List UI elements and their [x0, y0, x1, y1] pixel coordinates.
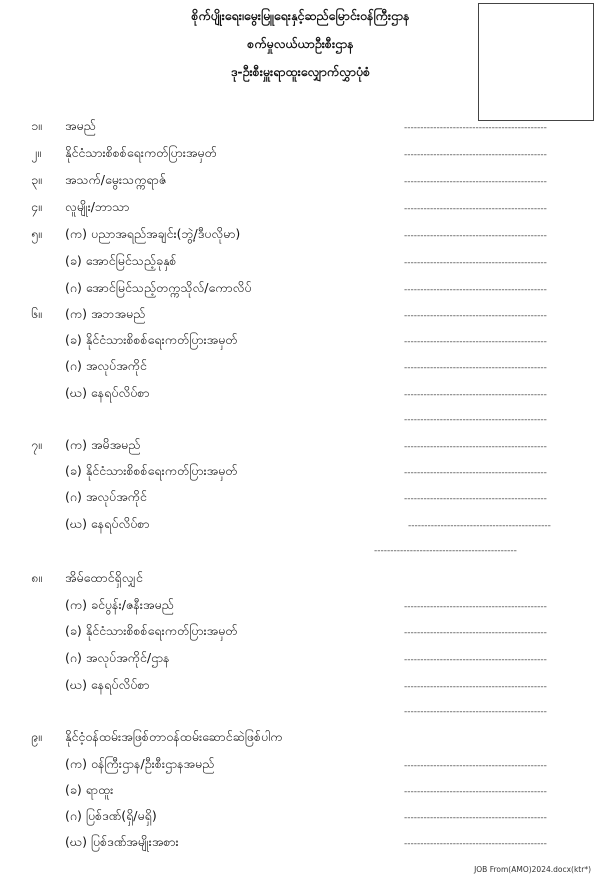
item-label: (ခ) အောင်မြင်သည့်ခုနှစ်: [65, 253, 177, 268]
item-label: (က) ခင်ပွန်း/ဇနီးအမည်: [65, 597, 174, 612]
form-row: [0, 437, 601, 457]
extra-fill-row: [0, 410, 601, 430]
form-row: [0, 834, 601, 854]
fill-line[interactable]: --------------------------------------------: [404, 761, 547, 771]
fill-line[interactable]: --------------------------------------------: [408, 521, 551, 531]
form-row: [0, 280, 601, 300]
ministry-title: စိုက်ပျိုးရေး၊မွေးမြူရေးနှင့်ဆည်မြောင်းဝန်ကြီးဌာန: [191, 8, 410, 23]
item-number: ၆။: [31, 306, 42, 321]
form-row: [0, 172, 601, 192]
fill-line[interactable]: --------------------------------------------: [404, 123, 547, 133]
form-row: [0, 463, 601, 483]
item-label: နိုင်ငံသားစိစစ်ရေးကတ်ပြားအမှတ်: [65, 145, 217, 160]
item-number: ၈။: [31, 570, 42, 585]
fill-line[interactable]: --------------------------------------------: [404, 258, 547, 268]
fill-line[interactable]: --------------------------------------------: [404, 813, 547, 823]
item-label: (ဂ) အောင်မြင်သည့်တက္ကသိုလ်/ကောလိပ်: [65, 280, 252, 295]
fill-line[interactable]: --------------------------------------------: [404, 337, 547, 347]
form-row: [0, 597, 601, 617]
extra-fill-row: [0, 541, 601, 561]
form-row: [0, 118, 601, 138]
item-number: ၉။: [31, 729, 42, 744]
form-row: [0, 145, 601, 165]
item-label: အသက်/မွေးသက္ကရာဇ်: [65, 172, 167, 187]
item-label: (ခ) နိုင်ငံသားစိစစ်ရေးကတ်ပြားအမှတ်: [65, 332, 238, 347]
form-row: [0, 729, 601, 749]
item-label: (ဂ) အလုပ်အကိုင်: [65, 489, 147, 504]
item-number: ၁။: [31, 118, 42, 133]
form-row: [0, 782, 601, 802]
item-label: (ခ) နိုင်ငံသားစိစစ်ရေးကတ်ပြားအမှတ်: [65, 623, 238, 638]
fill-line[interactable]: --------------------------------------------: [404, 311, 547, 321]
item-label: (ဂ) ပြစ်ဒဏ်(ရှိ/မရှိ): [65, 808, 157, 823]
fill-line[interactable]: --------------------------------------------: [404, 494, 547, 504]
form-row: [0, 332, 601, 352]
item-label: (ဃ) နေရပ်လိပ်စာ: [65, 516, 150, 531]
fill-line[interactable]: --------------------------------------------: [404, 285, 547, 295]
form-row: [0, 516, 601, 536]
item-label: အိမ်ထောင်ရှိလျှင်: [65, 570, 143, 585]
form-row: [0, 226, 601, 246]
item-label: (က) အမိအမည်: [65, 437, 141, 452]
fill-line[interactable]: --------------------------------------------: [404, 628, 547, 638]
item-label: လူမျိုး/ဘာသာ: [65, 199, 130, 214]
photo-box: [478, 3, 594, 121]
item-number: ၅။: [31, 226, 42, 241]
item-label: (ဂ) အလုပ်အကိုင်/ဌာန: [65, 650, 170, 665]
item-label: (ခ) နိုင်ငံသားစိစစ်ရေးကတ်ပြားအမှတ်: [65, 463, 238, 478]
form-row: [0, 623, 601, 643]
fill-line[interactable]: --------------------------------------------: [404, 707, 547, 717]
fill-line[interactable]: --------------------------------------------: [404, 150, 547, 160]
item-label: အမည်: [65, 118, 96, 133]
form-row: [0, 808, 601, 828]
form-row: [0, 650, 601, 670]
fill-line[interactable]: --------------------------------------------: [404, 363, 547, 373]
form-row: [0, 385, 601, 405]
form-row: [0, 756, 601, 776]
fill-line[interactable]: --------------------------------------------: [404, 442, 547, 452]
fill-line[interactable]: --------------------------------------------: [404, 602, 547, 612]
item-label: (က) အဘအမည်: [65, 306, 146, 321]
item-number: ၂။: [31, 145, 41, 160]
form-row: [0, 677, 601, 697]
extra-fill-row: [0, 702, 601, 722]
fill-line[interactable]: --------------------------------------------: [404, 204, 547, 214]
item-label: နိုင်ငံ့ဝန်ထမ်းအဖြစ်တာဝန်ထမ်းဆောင်ဆဲဖြစ်ပါက: [65, 729, 283, 744]
item-label: (ဃ) ပြစ်ဒဏ်အမျိုးအစား: [65, 834, 179, 849]
item-number: ၄။: [31, 199, 42, 214]
department-title: စက်မှုလယ်ယာဦးစီးဌာန: [247, 36, 354, 51]
fill-line[interactable]: --------------------------------------------: [404, 682, 547, 692]
item-label: (ဃ) နေရပ်လိပ်စာ: [65, 677, 150, 692]
form-title: ဒု-ဦးစီးမှူးရာထူးလျှောက်လွှာပုံစံ: [230, 64, 371, 79]
fill-line[interactable]: --------------------------------------------: [404, 655, 547, 665]
form-row: [0, 199, 601, 219]
form-row: [0, 570, 601, 590]
footer-filename: JOB From(AMO)2024.docx(ktr*): [474, 865, 591, 874]
fill-line[interactable]: --------------------------------------------: [404, 468, 547, 478]
item-label: (က) ဝန်ကြီးဌာန/ဦးစီးဌာနအမည်: [65, 756, 215, 771]
fill-line[interactable]: --------------------------------------------: [404, 839, 547, 849]
form-row: [0, 306, 601, 326]
fill-line[interactable]: --------------------------------------------: [404, 390, 547, 400]
form-row: [0, 253, 601, 273]
form-row: [0, 489, 601, 509]
item-label: (က) ပညာအရည်အချင်း(ဘွဲ့/ဒီပလိုမာ): [65, 226, 241, 241]
fill-line[interactable]: --------------------------------------------: [374, 546, 517, 556]
item-label: (ခ) ရာထူး: [65, 782, 114, 797]
fill-line[interactable]: --------------------------------------------: [404, 415, 547, 425]
form-row: [0, 358, 601, 378]
item-label: (ဂ) အလုပ်အကိုင်: [65, 358, 147, 373]
fill-line[interactable]: --------------------------------------------: [404, 177, 547, 187]
item-number: ၇။: [31, 437, 42, 452]
fill-line[interactable]: --------------------------------------------: [404, 787, 547, 797]
item-number: ၃။: [31, 172, 42, 187]
item-label: (ဃ) နေရပ်လိပ်စာ: [65, 385, 150, 400]
fill-line[interactable]: --------------------------------------------: [404, 231, 547, 241]
